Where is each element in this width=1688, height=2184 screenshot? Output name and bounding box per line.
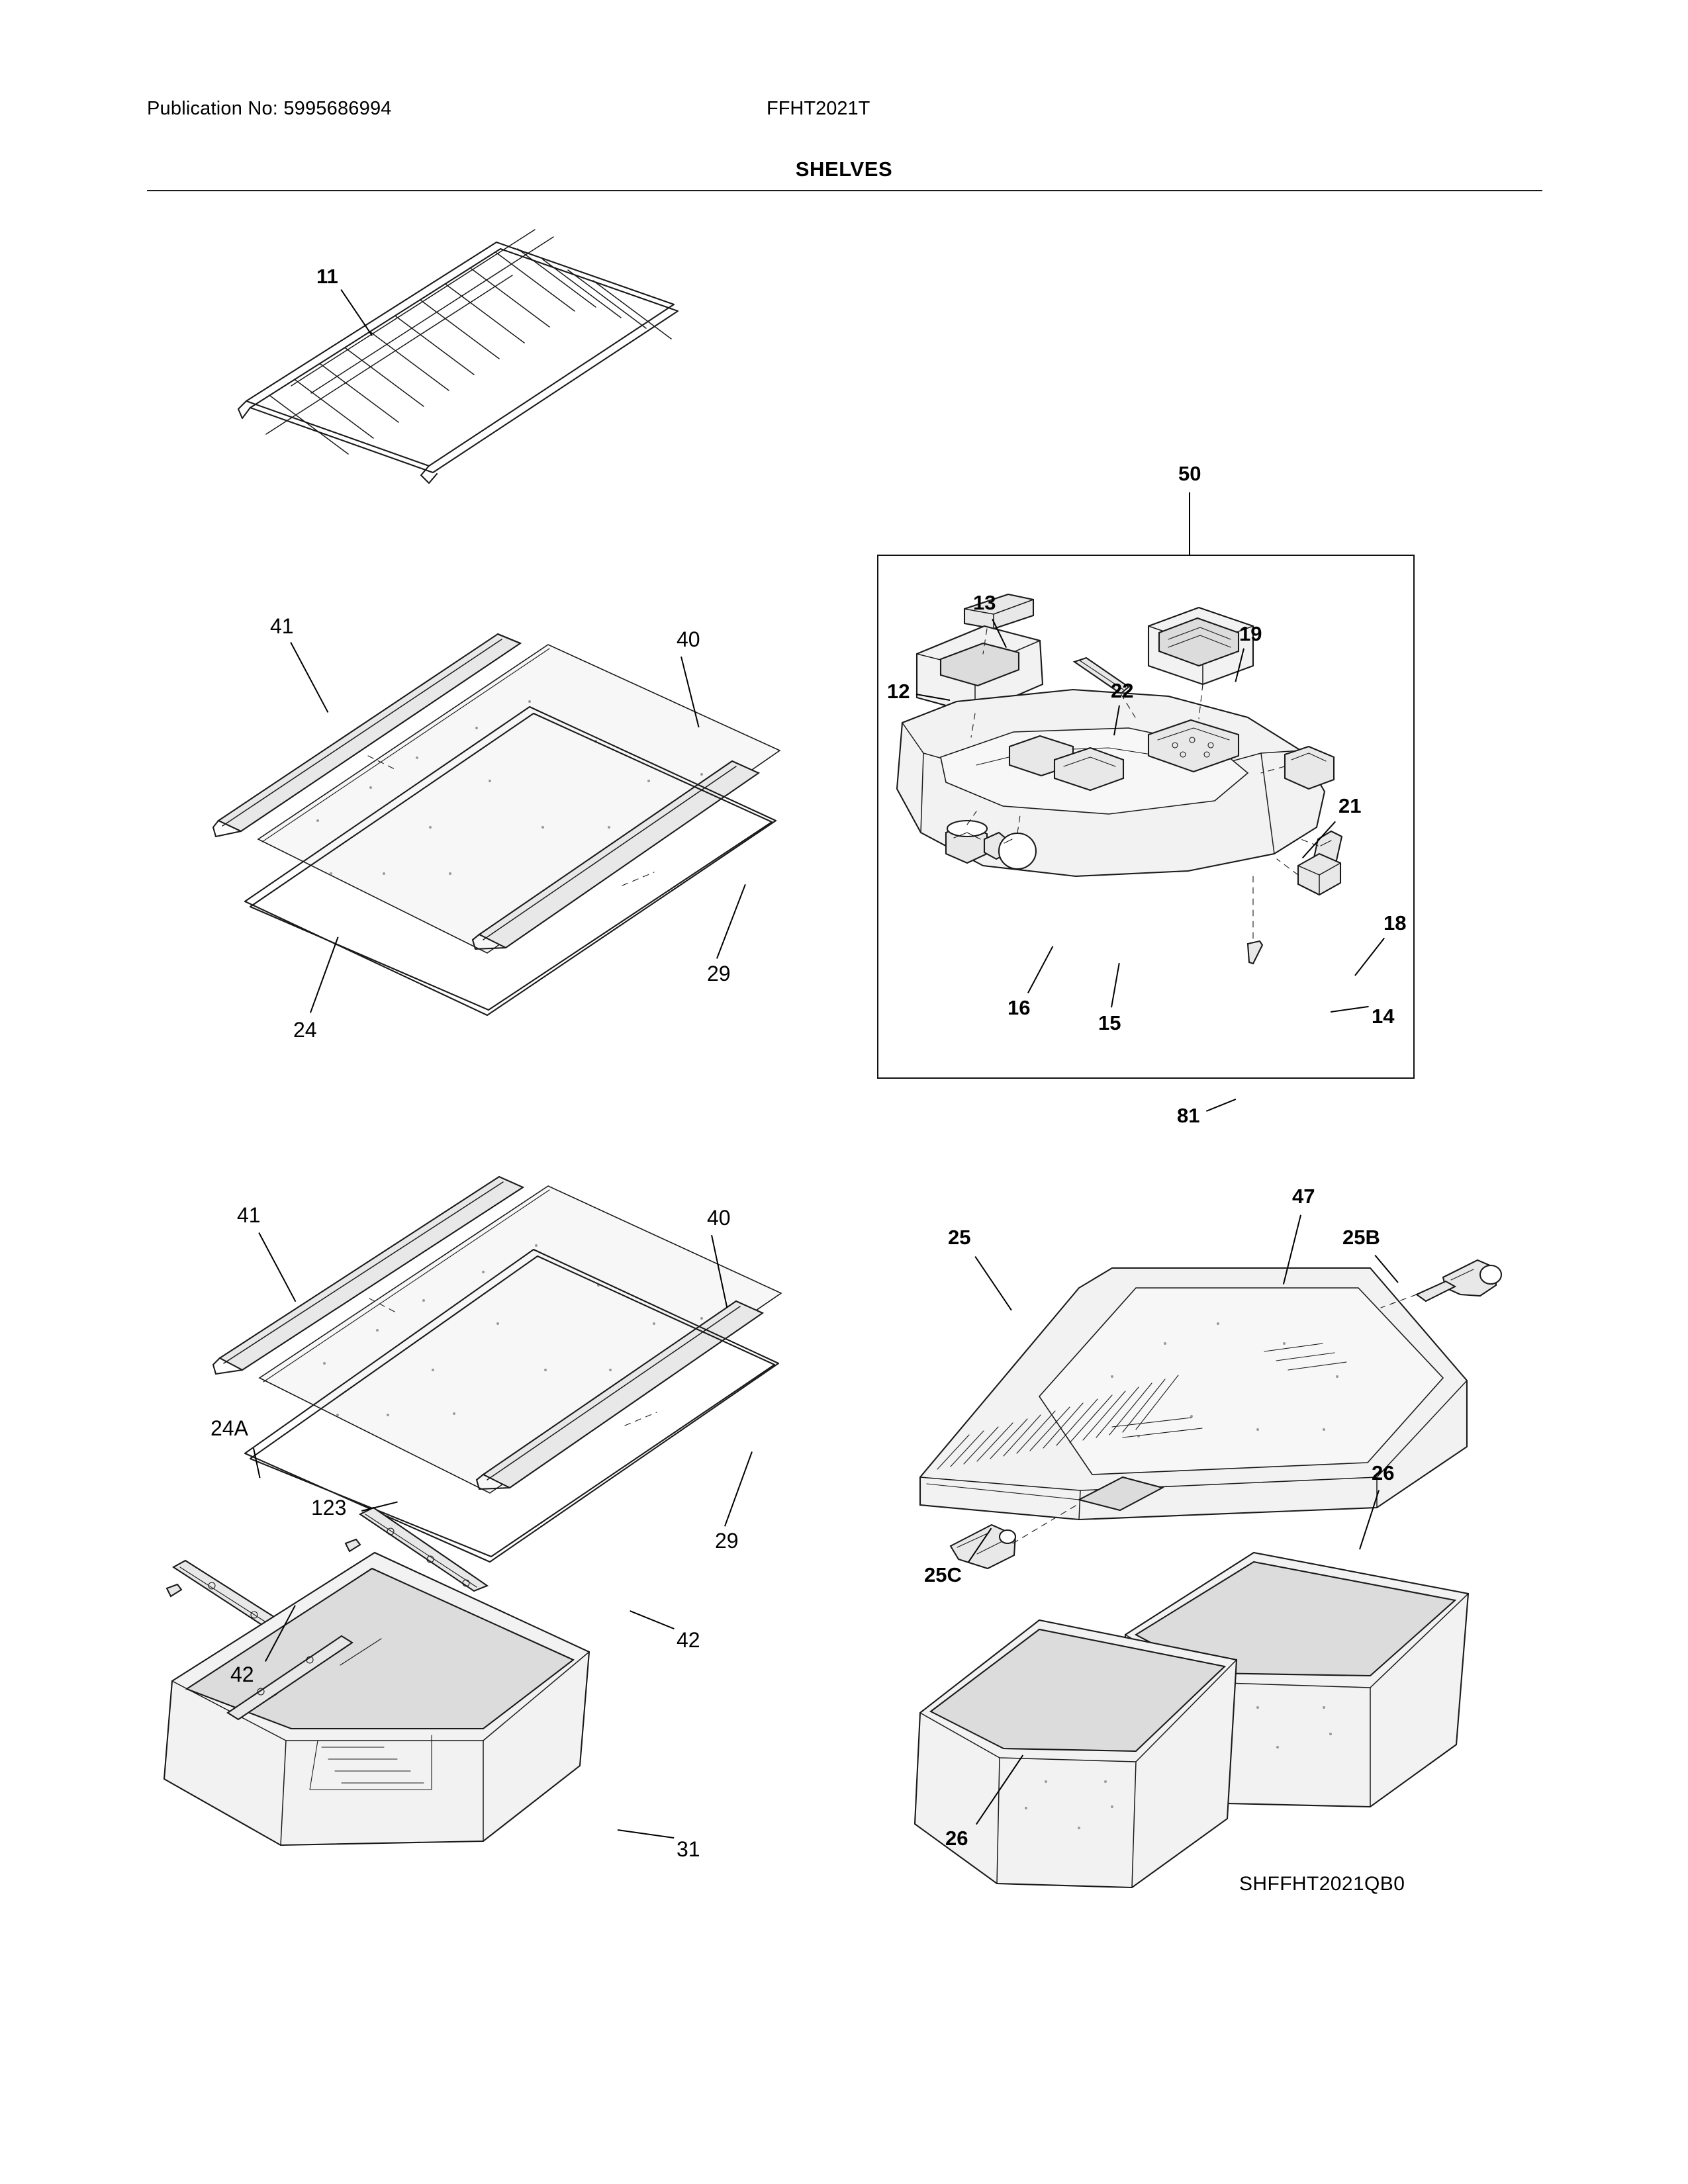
callout-41-upper: 41 xyxy=(270,614,294,638)
callout-123: 123 xyxy=(311,1496,347,1520)
callout-19: 19 xyxy=(1239,622,1262,645)
callout-16: 16 xyxy=(1008,996,1031,1019)
callout-21: 21 xyxy=(1338,794,1362,817)
callout-81: 81 xyxy=(1177,1104,1200,1127)
publication-number: Publication No: 5995686994 xyxy=(147,98,392,119)
callout-40-lower: 40 xyxy=(707,1206,731,1230)
callout-40-upper: 40 xyxy=(677,627,700,651)
leader-50 xyxy=(1189,492,1190,555)
callout-26-rear: 26 xyxy=(1372,1461,1395,1484)
upper-glass-shelf-figure xyxy=(199,609,794,1019)
callout-11: 11 xyxy=(316,265,338,288)
callout-47: 47 xyxy=(1292,1185,1315,1208)
callout-22: 22 xyxy=(1111,679,1134,702)
callout-50: 50 xyxy=(1178,462,1201,485)
model-number: FFHT2021T xyxy=(767,98,870,119)
crisper-cover-pans-figure xyxy=(914,1178,1489,1893)
callout-14: 14 xyxy=(1372,1005,1395,1028)
callout-15: 15 xyxy=(1098,1011,1121,1034)
callout-13: 13 xyxy=(973,591,996,614)
diagram-code: SHFFHT2021QB0 xyxy=(1239,1873,1405,1895)
callout-24: 24 xyxy=(293,1018,317,1042)
callout-31: 31 xyxy=(677,1837,700,1861)
callout-25B: 25B xyxy=(1342,1226,1380,1249)
callout-18: 18 xyxy=(1383,911,1407,934)
callout-12: 12 xyxy=(887,680,910,703)
callout-29-upper: 29 xyxy=(707,962,731,985)
callout-24A: 24A xyxy=(211,1416,248,1440)
callout-25: 25 xyxy=(948,1226,971,1249)
leader-81 xyxy=(1206,1099,1236,1111)
callout-29-lower: 29 xyxy=(715,1529,739,1553)
callout-42-right: 42 xyxy=(677,1628,700,1652)
page-title: SHELVES xyxy=(795,158,893,181)
callout-42-left: 42 xyxy=(230,1662,254,1686)
callout-41-lower: 41 xyxy=(237,1203,261,1227)
callout-25C: 25C xyxy=(924,1563,962,1586)
light-control-assembly-figure xyxy=(877,555,1412,1076)
header-divider xyxy=(147,190,1542,191)
wire-shelf-figure xyxy=(218,225,695,503)
callout-26-front: 26 xyxy=(945,1827,968,1850)
